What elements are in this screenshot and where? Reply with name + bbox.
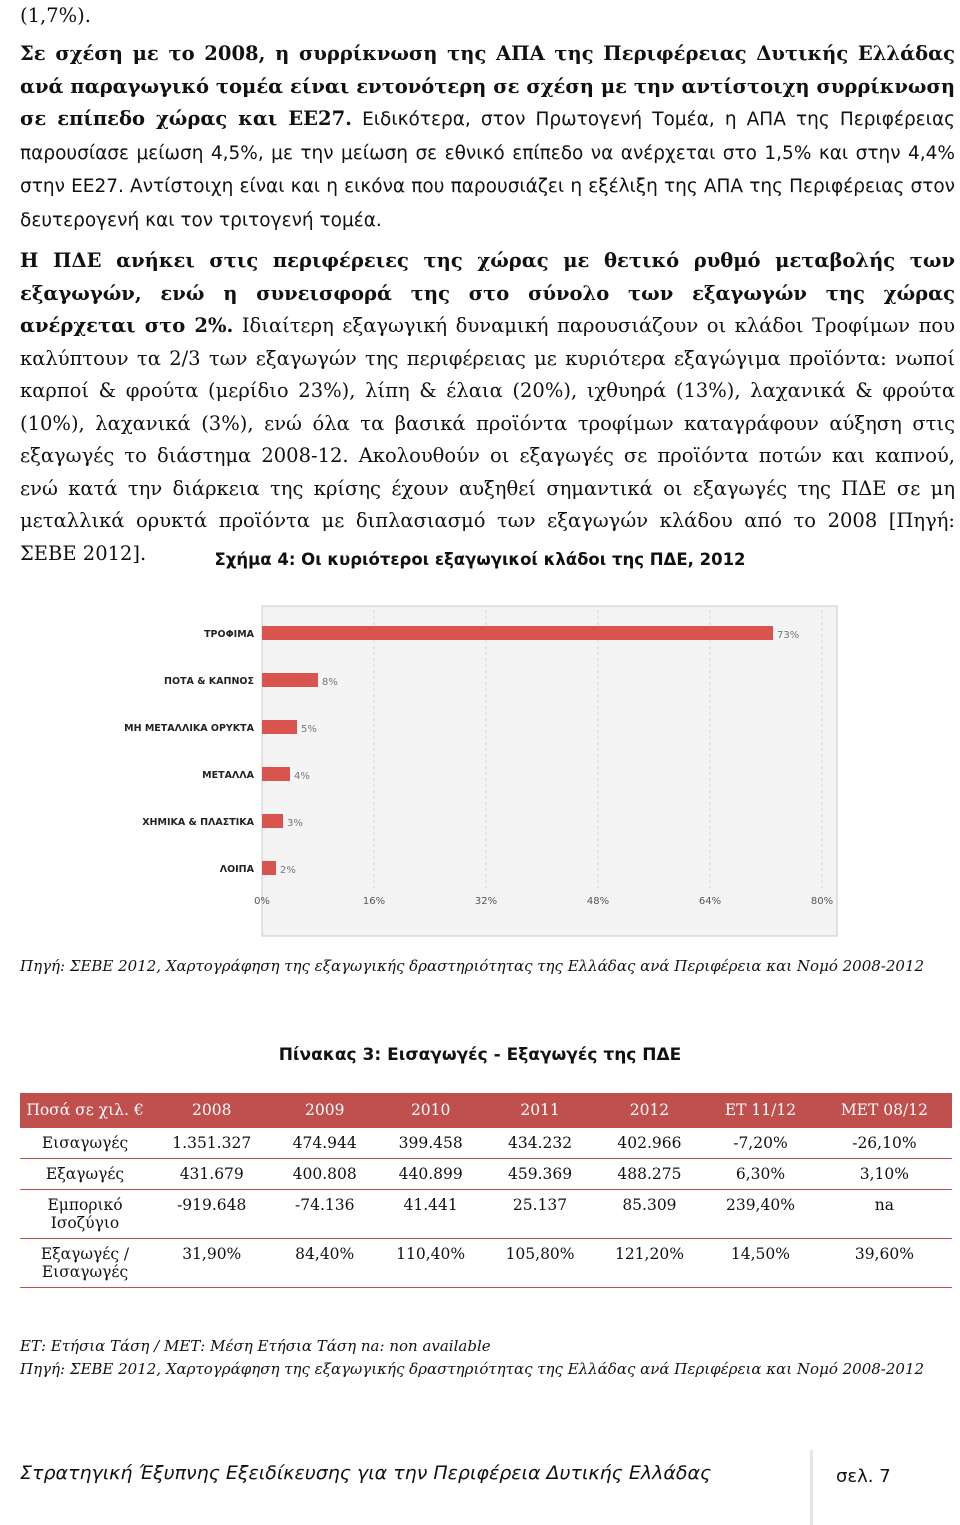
table-cell: 488.275 [595,1159,704,1190]
table-header-row [20,1093,952,1128]
table-cell: 1.351.327 [150,1128,273,1159]
bar-value-label: 4% [294,771,310,782]
bar [262,673,318,687]
bar [262,814,283,828]
table-cell: 402.966 [595,1128,704,1159]
table-cell: 25.137 [485,1190,594,1239]
row-label: Εμπορικό Ισοζύγιο [20,1190,150,1239]
table-cell: 459.369 [485,1159,594,1190]
paragraph-exports-rest: Ιδιαίτερη εξαγωγική δυναμική παρουσιάζουν οι κλάδοι Τροφίμων που καλύπτουν τα 2/3 των εξαγωγών της περιφέρειας με κυριότερα εξαγώγιμα προϊόντα: νωποί καρποί & φρούτα (μερίδιο 23%), λίπη & έλαια (20%), ιχθυηρά (13%), λαχανικά & φρούτα (10%), λαχανικά (3%), ενώ όλα τα βασικά προϊόντα τροφίμων καταγράφουν αύξηση στις εξαγωγές το διάστημα 2008-12. Ακολουθούν οι εξαγωγές σε προϊόντα ποτών και καπνού, ενώ κατά την διάρκεια της κρίσης έχουν αυξηθεί σημαντικά οι εξαγωγές της ΠΔΕ σε μη μεταλλικά ορυκτά προϊόντα με διπλασιασμό των εξαγωγών κλάδου από το 2008 [Πηγή: ΣΕΒΕ 2012]. [20,314,955,565]
bar [262,767,290,781]
table-header-cell: 2011 [485,1093,594,1128]
bar-value-label: 8% [322,677,338,688]
table-cell: 105,80% [485,1239,594,1288]
bar-value-label: 2% [280,865,296,876]
chart-frame [262,606,837,936]
row-label: Εξαγωγές [20,1159,150,1190]
table-header-unit: Ποσά σε χιλ. € [20,1093,150,1128]
category-label: ΧΗΜΙΚΑ & ΠΛΑΣΤΙΚΑ [142,817,254,828]
table-cell: -26,10% [817,1128,952,1159]
top-line: (1,7%). [20,4,91,27]
table-cell: 85.309 [595,1190,704,1239]
bar [262,861,276,875]
category-label: ΛΟΙΠΑ [219,864,254,875]
table-caption: Πίνακας 3: Εισαγωγές - Εξαγωγές της ΠΔΕ [278,1045,682,1065]
table-cell: 399.458 [376,1128,485,1159]
table-cell: -74.136 [273,1190,375,1239]
table-header-cell: ΜΕΤ 08/12 [817,1093,952,1128]
bar [262,626,773,640]
page-number: σελ. 7 [836,1466,891,1487]
table-cell: na [817,1190,952,1239]
table-cell: 434.232 [485,1128,594,1159]
footer-divider [810,1450,813,1525]
table-row [20,1190,952,1239]
table-row [20,1128,952,1159]
table-cell: 3,10% [817,1159,952,1190]
table-cell: 440.899 [376,1159,485,1190]
table-source: Πηγή: ΣΕΒΕ 2012, Χαρτογράφηση της εξαγωγικής δραστηριότητας της Ελλάδας ανά Περιφέρεια και Νομό 2008-2012 [20,1360,925,1378]
table-cell: 110,40% [376,1239,485,1288]
table-cell: 31,90% [150,1239,273,1288]
table-cell: 474.944 [273,1128,375,1159]
category-label: ΜΗ ΜΕΤΑΛΛΙΚΑ ΟΡΥΚΤΑ [124,723,254,734]
table-cell: 41.441 [376,1190,485,1239]
table-cell: -7,20% [704,1128,817,1159]
row-label: Εισαγωγές [20,1128,150,1159]
bar-value-label: 3% [287,818,303,829]
figure-source: Πηγή: ΣΕΒΕ 2012, Χαρτογράφηση της εξαγωγικής δραστηριότητας της Ελλάδας ανά Περιφέρεια και Νομό 2008-2012 [20,957,925,975]
category-label: ΠΟΤΑ & ΚΑΠΝΟΣ [164,676,254,687]
bar [262,720,297,734]
paragraph-exports-bold: Η ΠΔΕ ανήκει στις περιφέρειες της χώρας με θετικό ρυθμό μεταβολής των εξαγωγών, ενώ η συνεισφορά της στο σύνολο των εξαγωγών της χώρας ανέρχεται στο 2%. [20,249,955,337]
table-cell: 400.808 [273,1159,375,1190]
bar-value-label: 73% [777,630,800,641]
figure-caption: Σχήμα 4: Οι κυριότεροι εξαγωγικοί κλάδοι της ΠΔΕ, 2012 [214,550,746,569]
table-row [20,1159,952,1190]
category-label: ΤΡΟΦΙΜΑ [204,629,254,640]
table-header-cell: 2008 [150,1093,273,1128]
table-header-cell: 2012 [595,1093,704,1128]
category-label: ΜΕΤΑΛΛΑ [202,770,254,781]
table-cell: 6,30% [704,1159,817,1190]
x-tick-label: 48% [586,896,610,907]
table-row [20,1239,952,1288]
table-cell: 121,20% [595,1239,704,1288]
table-cell: 239,40% [704,1190,817,1239]
row-label: Εξαγωγές / Εισαγωγές [20,1239,150,1288]
x-tick-label: 80% [810,896,834,907]
table-note: ΕΤ: Ετήσια Τάση / ΜΕΤ: Μέση Ετήσια Τάση na: non available [20,1337,491,1355]
paragraph-gdp-rest: Ειδικότερα, στον Πρωτογενή Τομέα, η ΑΠΑ της Περιφέρειας παρουσίασε μείωση 4,5%, με την μείωση σε εθνικό επίπεδο να ανέρχεται στο 1,5% και στην 4,4% στην ΕΕ27. Αντίστοιχη είναι και η εικόνα που παρουσιάζει η εξέλιξη της ΑΠΑ της Περιφέρειας στον δευτερογενή και τον τριτογενή τομέα. [20,109,955,231]
x-tick-label: 16% [362,896,386,907]
table-header-cell: 2010 [376,1093,485,1128]
bar-value-label: 5% [301,724,317,735]
table-cell: 431.679 [150,1159,273,1190]
paragraph-gdp-bold: Σε σχέση με το 2008, η συρρίκνωση της ΑΠΑ της Περιφέρειας Δυτικής Ελλάδας ανά παραγωγικό τομέα είναι εντονότερη σε σχέση με την αντίστοιχη συρρίκνωση σε επίπεδο χώρας και ΕΕ27. [20,42,955,130]
table-header-cell: 2009 [273,1093,375,1128]
footer-title: Στρατηγική Έξυπνης Εξειδίκευσης για την Περιφέρεια Δυτικής Ελλάδας [20,1462,712,1484]
table-cell: 84,40% [273,1239,375,1288]
table-header-cell: ΕΤ 11/12 [704,1093,817,1128]
export-sectors-chart [0,598,960,943]
table-cell: 14,50% [704,1239,817,1288]
x-tick-label: 32% [474,896,498,907]
paragraph-gdp [20,38,955,233]
import-export-table [20,1093,952,1288]
x-tick-label: 0% [254,896,270,907]
x-tick-label: 64% [698,896,722,907]
table-cell: -919.648 [150,1190,273,1239]
table-cell: 39,60% [817,1239,952,1288]
